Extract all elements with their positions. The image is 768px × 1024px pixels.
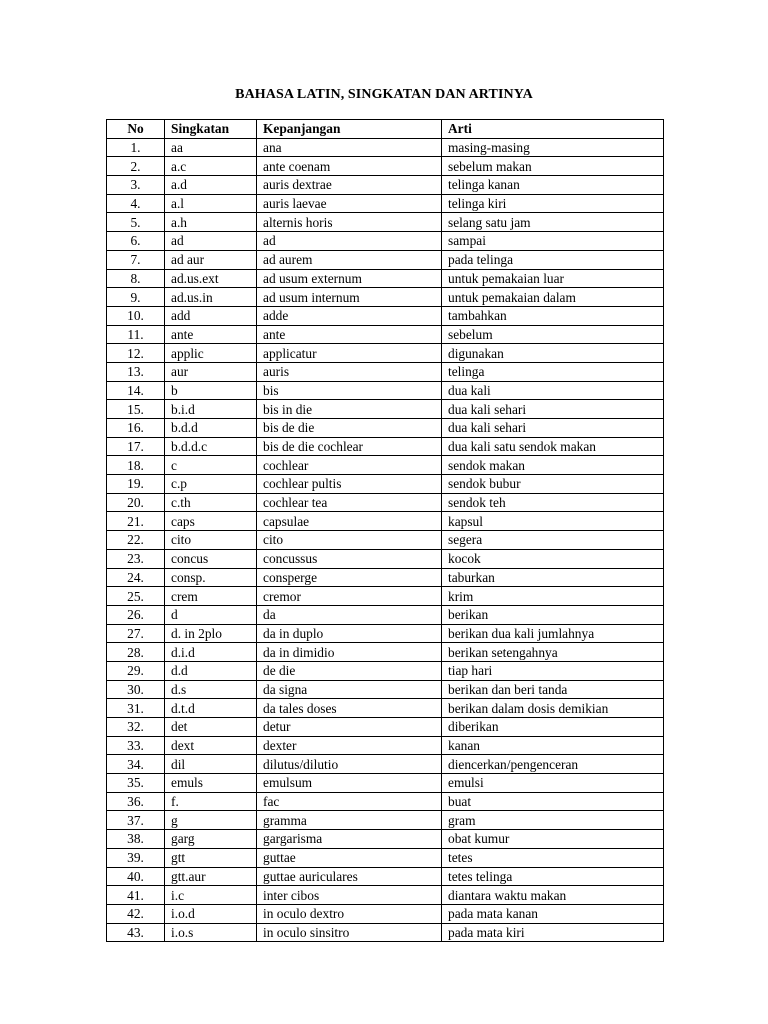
cell-meaning: dua kali (442, 381, 664, 400)
cell-expansion: auris (257, 362, 442, 381)
cell-expansion: cochlear pultis (257, 475, 442, 494)
cell-abbreviation: ad.us.in (165, 288, 257, 307)
table-row (107, 419, 664, 438)
cell-abbreviation: c (165, 456, 257, 475)
cell-no: 6. (107, 232, 165, 251)
cell-no: 27. (107, 624, 165, 643)
cell-meaning: diberikan (442, 718, 664, 737)
table-row (107, 587, 664, 606)
cell-meaning: tetes (442, 848, 664, 867)
cell-no: 10. (107, 306, 165, 325)
cell-expansion: gramma (257, 811, 442, 830)
cell-meaning: kocok (442, 549, 664, 568)
cell-no: 11. (107, 325, 165, 344)
cell-no: 33. (107, 736, 165, 755)
cell-abbreviation: ad aur (165, 250, 257, 269)
cell-abbreviation: i.o.d (165, 904, 257, 923)
table-row (107, 493, 664, 512)
cell-abbreviation: d.s (165, 680, 257, 699)
cell-abbreviation: crem (165, 587, 257, 606)
table-row (107, 400, 664, 419)
cell-meaning: taburkan (442, 568, 664, 587)
document-title: BAHASA LATIN, SINGKATAN DAN ARTINYA (235, 87, 533, 102)
cell-no: 35. (107, 774, 165, 793)
cell-expansion: alternis horis (257, 213, 442, 232)
cell-meaning: buat (442, 792, 664, 811)
cell-abbreviation: concus (165, 549, 257, 568)
cell-expansion: da in duplo (257, 624, 442, 643)
cell-no: 19. (107, 475, 165, 494)
table-row (107, 325, 664, 344)
cell-no: 36. (107, 792, 165, 811)
table-row (107, 475, 664, 494)
table-row (107, 269, 664, 288)
cell-no: 26. (107, 605, 165, 624)
cell-abbreviation: g (165, 811, 257, 830)
cell-expansion: guttae (257, 848, 442, 867)
cell-meaning: digunakan (442, 344, 664, 363)
cell-no: 1. (107, 138, 165, 157)
header-no: No (107, 120, 165, 139)
cell-expansion: in oculo sinsitro (257, 923, 442, 942)
cell-abbreviation: a.l (165, 194, 257, 213)
cell-expansion: da in dimidio (257, 643, 442, 662)
cell-no: 41. (107, 886, 165, 905)
cell-expansion: guttae auriculares (257, 867, 442, 886)
table-row (107, 232, 664, 251)
cell-no: 34. (107, 755, 165, 774)
table-row (107, 344, 664, 363)
table-row (107, 549, 664, 568)
header-expansion: Kepanjangan (257, 120, 442, 139)
cell-no: 23. (107, 549, 165, 568)
cell-no: 20. (107, 493, 165, 512)
cell-abbreviation: d.t.d (165, 699, 257, 718)
cell-expansion: fac (257, 792, 442, 811)
cell-no: 3. (107, 176, 165, 195)
cell-no: 12. (107, 344, 165, 363)
cell-expansion: ante coenam (257, 157, 442, 176)
cell-abbreviation: det (165, 718, 257, 737)
table-row (107, 904, 664, 923)
cell-meaning: berikan (442, 605, 664, 624)
cell-meaning: sendok makan (442, 456, 664, 475)
cell-abbreviation: ad.us.ext (165, 269, 257, 288)
table-row (107, 755, 664, 774)
cell-expansion: dexter (257, 736, 442, 755)
cell-expansion: concussus (257, 549, 442, 568)
cell-expansion: bis (257, 381, 442, 400)
cell-meaning: diantara waktu makan (442, 886, 664, 905)
cell-no: 25. (107, 587, 165, 606)
cell-expansion: capsulae (257, 512, 442, 531)
cell-expansion: da tales doses (257, 699, 442, 718)
cell-meaning: untuk pemakaian dalam (442, 288, 664, 307)
cell-expansion: cremor (257, 587, 442, 606)
cell-expansion: ad usum externum (257, 269, 442, 288)
cell-meaning: tiap hari (442, 661, 664, 680)
cell-meaning: berikan dan beri tanda (442, 680, 664, 699)
cell-no: 28. (107, 643, 165, 662)
cell-meaning: dua kali satu sendok makan (442, 437, 664, 456)
cell-expansion: detur (257, 718, 442, 737)
table-header-row (107, 120, 664, 139)
cell-meaning: gram (442, 811, 664, 830)
table-row (107, 306, 664, 325)
header-meaning: Arti (442, 120, 664, 139)
cell-expansion: auris dextrae (257, 176, 442, 195)
cell-expansion: bis de die cochlear (257, 437, 442, 456)
cell-expansion: gargarisma (257, 830, 442, 849)
cell-expansion: ana (257, 138, 442, 157)
table-row (107, 867, 664, 886)
cell-abbreviation: d (165, 605, 257, 624)
cell-meaning: berikan setengahnya (442, 643, 664, 662)
cell-expansion: in oculo dextro (257, 904, 442, 923)
cell-meaning: sebelum makan (442, 157, 664, 176)
cell-abbreviation: c.th (165, 493, 257, 512)
cell-abbreviation: b.d.d.c (165, 437, 257, 456)
table-row (107, 830, 664, 849)
abbreviation-table (106, 119, 664, 942)
cell-meaning: krim (442, 587, 664, 606)
table-body (107, 138, 664, 942)
cell-meaning: dua kali sehari (442, 419, 664, 438)
table-row (107, 568, 664, 587)
cell-expansion: da (257, 605, 442, 624)
cell-abbreviation: a.d (165, 176, 257, 195)
table-row (107, 661, 664, 680)
cell-expansion: emulsum (257, 774, 442, 793)
cell-abbreviation: caps (165, 512, 257, 531)
cell-no: 42. (107, 904, 165, 923)
cell-no: 16. (107, 419, 165, 438)
cell-no: 38. (107, 830, 165, 849)
cell-expansion: da signa (257, 680, 442, 699)
cell-meaning: berikan dalam dosis demikian (442, 699, 664, 718)
cell-no: 14. (107, 381, 165, 400)
cell-expansion: bis in die (257, 400, 442, 419)
cell-expansion: bis de die (257, 419, 442, 438)
cell-expansion: cochlear tea (257, 493, 442, 512)
table-row (107, 848, 664, 867)
cell-no: 22. (107, 531, 165, 550)
cell-abbreviation: add (165, 306, 257, 325)
cell-abbreviation: i.o.s (165, 923, 257, 942)
table-row (107, 811, 664, 830)
cell-abbreviation: ad (165, 232, 257, 251)
cell-no: 40. (107, 867, 165, 886)
cell-meaning: tambahkan (442, 306, 664, 325)
cell-no: 17. (107, 437, 165, 456)
cell-meaning: diencerkan/pengenceran (442, 755, 664, 774)
cell-abbreviation: a.h (165, 213, 257, 232)
table-row (107, 250, 664, 269)
cell-abbreviation: f. (165, 792, 257, 811)
cell-abbreviation: i.c (165, 886, 257, 905)
cell-abbreviation: d.d (165, 661, 257, 680)
cell-meaning: telinga kanan (442, 176, 664, 195)
cell-expansion: cito (257, 531, 442, 550)
cell-abbreviation: garg (165, 830, 257, 849)
cell-no: 18. (107, 456, 165, 475)
cell-expansion: auris laevae (257, 194, 442, 213)
cell-abbreviation: gtt.aur (165, 867, 257, 886)
cell-abbreviation: a.c (165, 157, 257, 176)
cell-abbreviation: cito (165, 531, 257, 550)
cell-no: 29. (107, 661, 165, 680)
cell-no: 39. (107, 848, 165, 867)
cell-meaning: sendok bubur (442, 475, 664, 494)
cell-expansion: ad aurem (257, 250, 442, 269)
cell-meaning: emulsi (442, 774, 664, 793)
table-row (107, 456, 664, 475)
table-row (107, 643, 664, 662)
cell-expansion: cochlear (257, 456, 442, 475)
cell-no: 31. (107, 699, 165, 718)
table-row (107, 923, 664, 942)
cell-meaning: segera (442, 531, 664, 550)
cell-no: 24. (107, 568, 165, 587)
header-abbreviation: Singkatan (165, 120, 257, 139)
cell-no: 43. (107, 923, 165, 942)
cell-abbreviation: ante (165, 325, 257, 344)
table-row (107, 531, 664, 550)
cell-meaning: tetes telinga (442, 867, 664, 886)
cell-meaning: selang satu jam (442, 213, 664, 232)
cell-expansion: applicatur (257, 344, 442, 363)
cell-abbreviation: consp. (165, 568, 257, 587)
table-row (107, 605, 664, 624)
cell-meaning: kapsul (442, 512, 664, 531)
table-row (107, 362, 664, 381)
cell-no: 8. (107, 269, 165, 288)
cell-expansion: inter cibos (257, 886, 442, 905)
cell-expansion: ante (257, 325, 442, 344)
cell-expansion: dilutus/dilutio (257, 755, 442, 774)
cell-expansion: ad usum internum (257, 288, 442, 307)
cell-meaning: sendok teh (442, 493, 664, 512)
cell-expansion: adde (257, 306, 442, 325)
table-row (107, 288, 664, 307)
cell-abbreviation: aa (165, 138, 257, 157)
cell-no: 5. (107, 213, 165, 232)
cell-no: 21. (107, 512, 165, 531)
cell-no: 13. (107, 362, 165, 381)
cell-meaning: kanan (442, 736, 664, 755)
table-row (107, 176, 664, 195)
table-row (107, 138, 664, 157)
cell-meaning: untuk pemakaian luar (442, 269, 664, 288)
cell-meaning: masing-masing (442, 138, 664, 157)
table-row (107, 624, 664, 643)
cell-abbreviation: aur (165, 362, 257, 381)
table-row (107, 437, 664, 456)
cell-no: 4. (107, 194, 165, 213)
cell-meaning: berikan dua kali jumlahnya (442, 624, 664, 643)
cell-abbreviation: b.d.d (165, 419, 257, 438)
table-row (107, 699, 664, 718)
cell-abbreviation: gtt (165, 848, 257, 867)
cell-abbreviation: emuls (165, 774, 257, 793)
cell-no: 7. (107, 250, 165, 269)
cell-abbreviation: applic (165, 344, 257, 363)
cell-abbreviation: b.i.d (165, 400, 257, 419)
cell-no: 30. (107, 680, 165, 699)
cell-no: 32. (107, 718, 165, 737)
table-row (107, 736, 664, 755)
cell-meaning: obat kumur (442, 830, 664, 849)
cell-abbreviation: dil (165, 755, 257, 774)
cell-abbreviation: d.i.d (165, 643, 257, 662)
table-row (107, 381, 664, 400)
cell-abbreviation: d. in 2plo (165, 624, 257, 643)
cell-meaning: telinga (442, 362, 664, 381)
cell-expansion: ad (257, 232, 442, 251)
table-row (107, 886, 664, 905)
cell-expansion: consperge (257, 568, 442, 587)
cell-no: 2. (107, 157, 165, 176)
cell-meaning: dua kali sehari (442, 400, 664, 419)
table-row (107, 774, 664, 793)
cell-expansion: de die (257, 661, 442, 680)
table-row (107, 194, 664, 213)
cell-abbreviation: b (165, 381, 257, 400)
cell-meaning: pada telinga (442, 250, 664, 269)
table-row (107, 680, 664, 699)
table-row (107, 792, 664, 811)
table-row (107, 213, 664, 232)
table-row (107, 718, 664, 737)
cell-no: 15. (107, 400, 165, 419)
cell-meaning: sebelum (442, 325, 664, 344)
cell-no: 9. (107, 288, 165, 307)
cell-meaning: sampai (442, 232, 664, 251)
cell-abbreviation: c.p (165, 475, 257, 494)
table-row (107, 512, 664, 531)
table-row (107, 157, 664, 176)
cell-abbreviation: dext (165, 736, 257, 755)
cell-meaning: telinga kiri (442, 194, 664, 213)
cell-meaning: pada mata kiri (442, 923, 664, 942)
cell-meaning: pada mata kanan (442, 904, 664, 923)
cell-no: 37. (107, 811, 165, 830)
